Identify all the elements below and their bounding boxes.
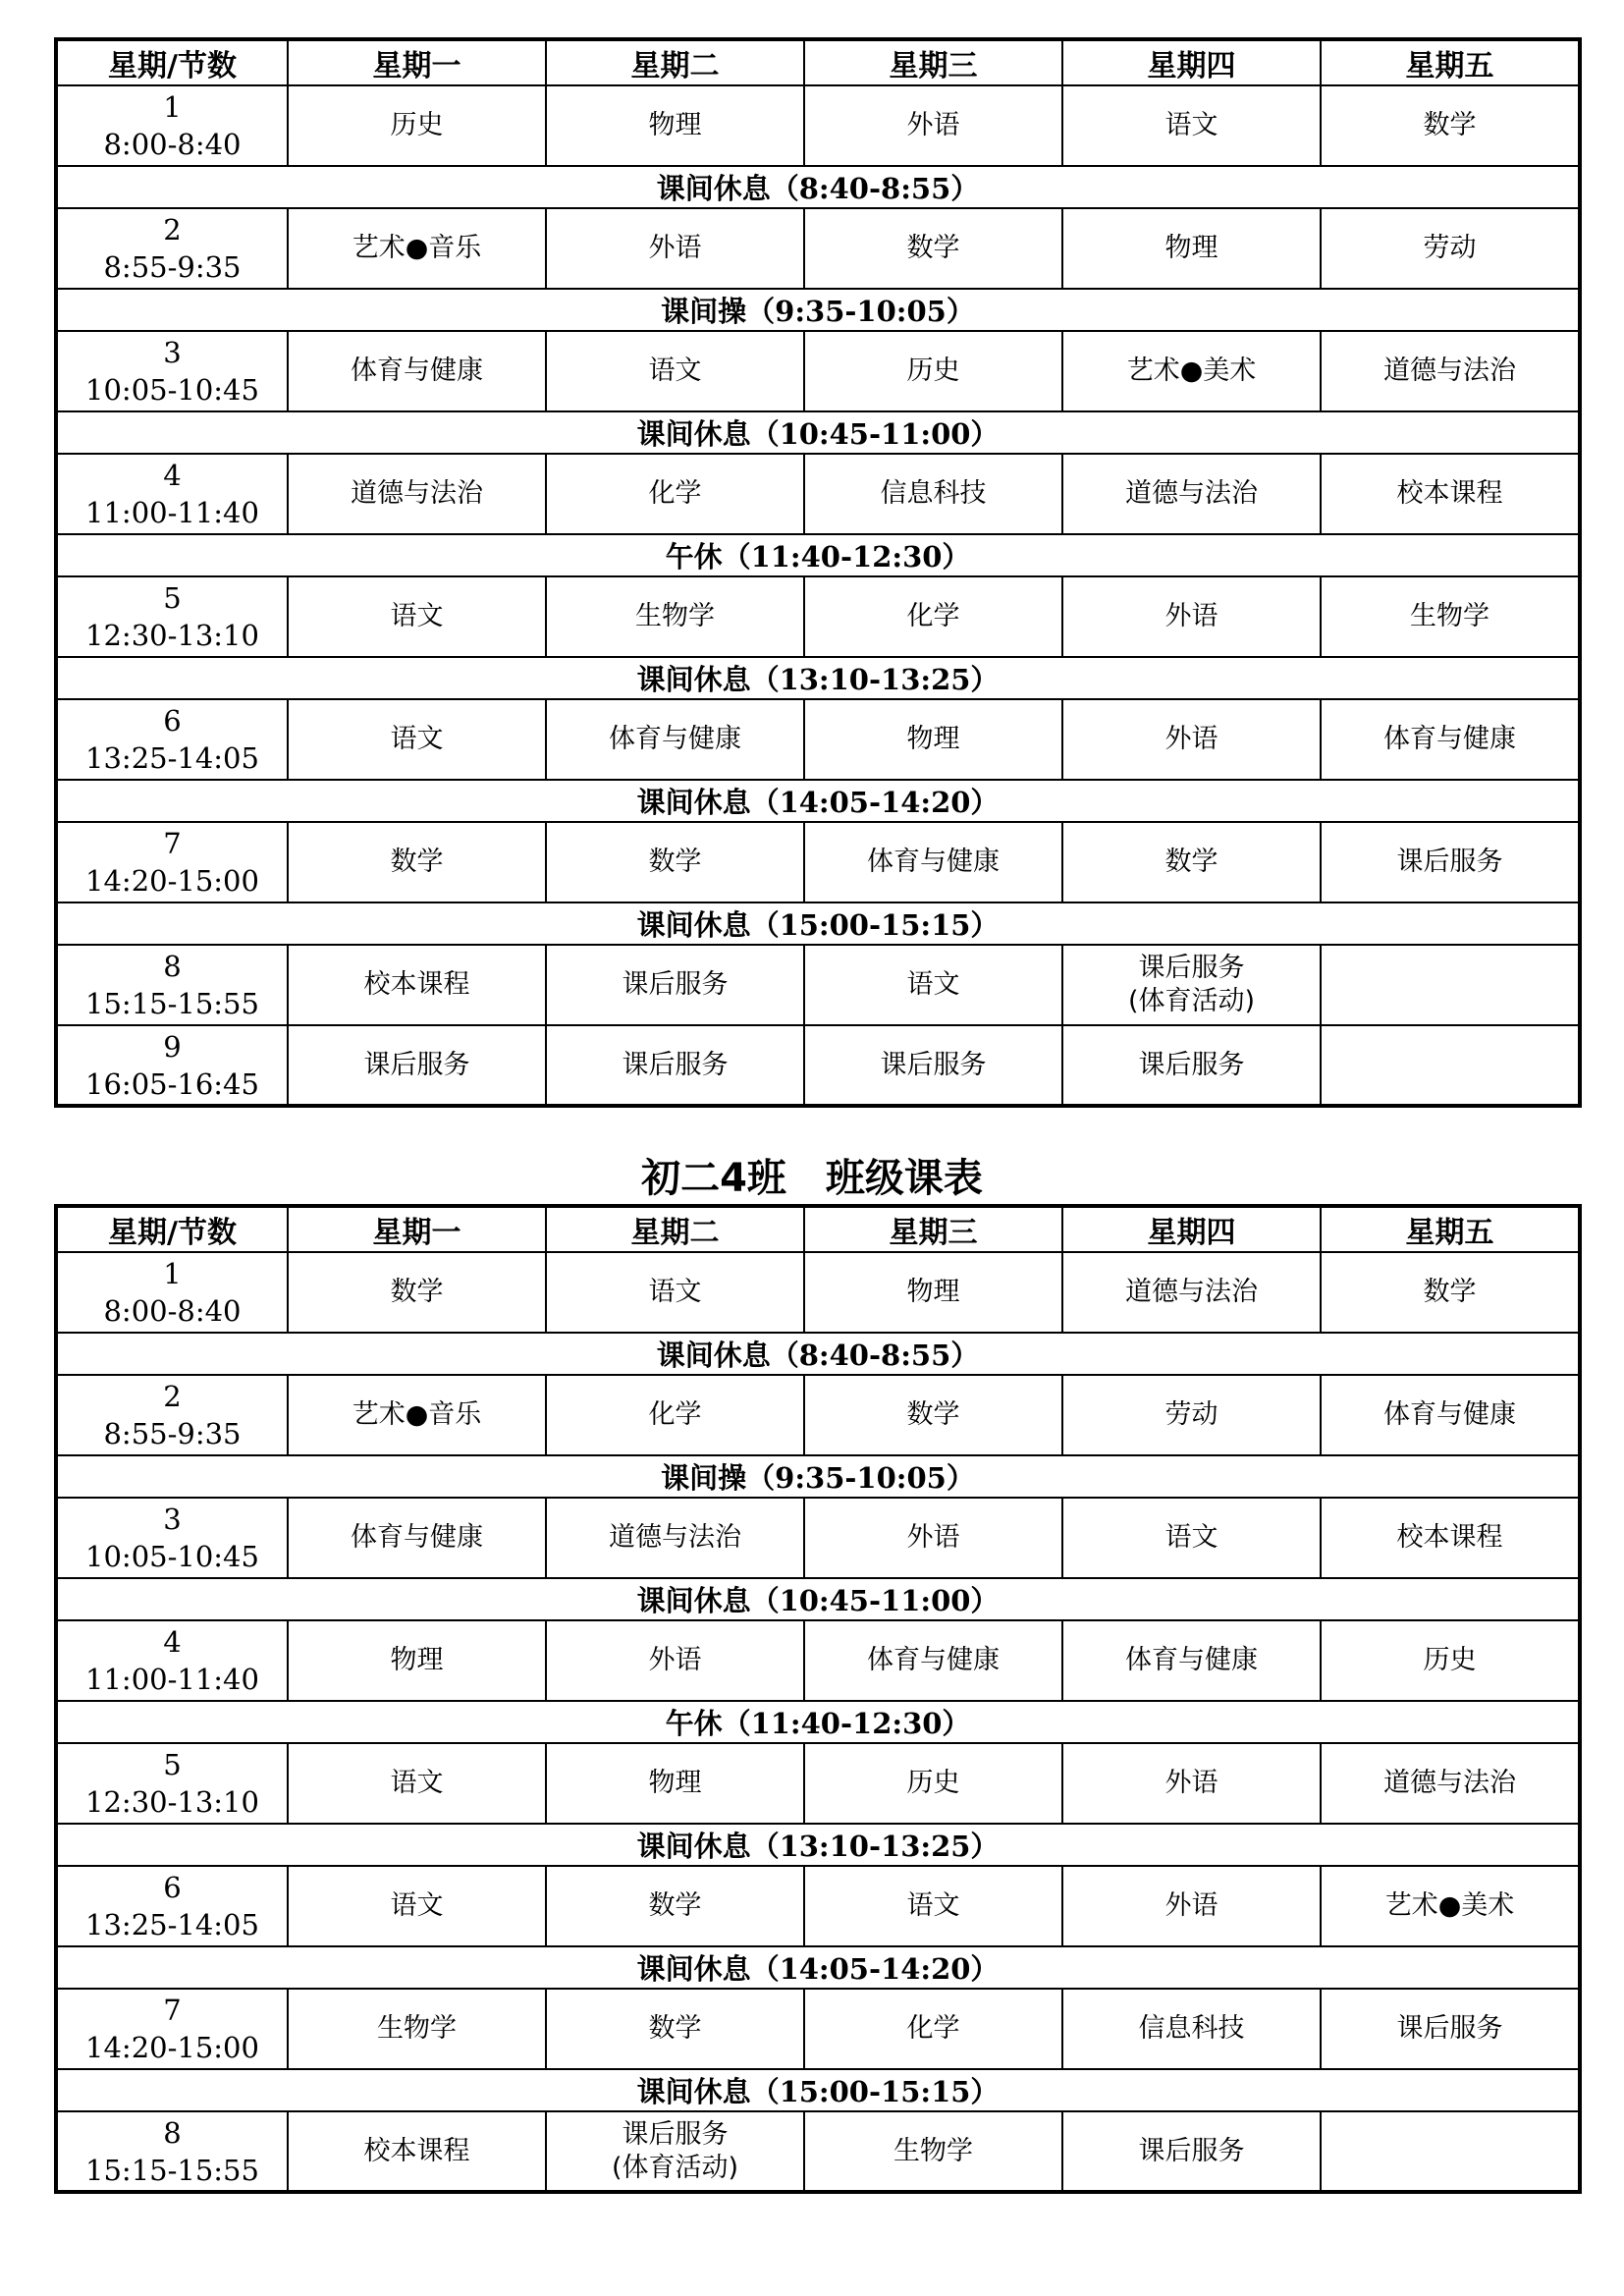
subject-cell: [546, 454, 804, 534]
subject-cell: [804, 945, 1062, 1025]
subject-cell: [288, 1620, 546, 1701]
subject-name: 体育与健康: [1125, 1645, 1258, 1675]
period-row: [56, 1025, 1580, 1106]
subject-cell: [804, 1989, 1062, 2069]
subject-name: 道德与法治: [1383, 355, 1516, 386]
subject-name: 外语: [1164, 1768, 1218, 1798]
period-time: 11:00-11:40: [85, 496, 259, 529]
period-row: [56, 1620, 1580, 1701]
break-label: 课间休息（10:45-11:00）: [56, 411, 1580, 454]
header-thursday: 星期四: [1062, 1206, 1321, 1252]
period-cell: [56, 945, 288, 1025]
subject-cell: [1062, 1743, 1321, 1824]
subject-name: 数学: [1423, 110, 1477, 140]
subject-name: 物理: [648, 1768, 702, 1798]
subject-name: 历史: [390, 110, 444, 140]
subject-name: 物理: [906, 1277, 960, 1307]
subject-cell: [546, 822, 804, 902]
subject-name: 外语: [1164, 724, 1218, 754]
subject-name: 劳动: [1423, 233, 1477, 263]
break-row: [56, 1578, 1580, 1620]
break-row: [56, 2069, 1580, 2111]
break-label: 午休（11:40-12:30）: [56, 534, 1580, 576]
subject-cell: [1062, 1025, 1321, 1106]
period-cell: [56, 1252, 288, 1333]
break-label: 课间操（9:35-10:05）: [56, 1455, 1580, 1498]
subject-name: 生物学: [893, 2135, 973, 2166]
subject-name: 生物学: [377, 2013, 457, 2044]
subject-name: 信息科技: [880, 478, 987, 509]
subject-cell: [288, 1252, 546, 1333]
period-row: [56, 85, 1580, 166]
break-label: 课间休息（8:40-8:55）: [56, 1333, 1580, 1375]
subject-name: 语文: [648, 1277, 702, 1307]
subject-cell: [804, 822, 1062, 902]
subject-name: 课后服务: [1138, 1049, 1245, 1080]
subject-name: 语文: [390, 724, 444, 754]
subject-cell: [546, 1866, 804, 1946]
subject-cell: [1321, 1620, 1580, 1701]
subject-name: 外语: [906, 110, 960, 140]
break-row: [56, 289, 1580, 331]
period-number: 8: [163, 2115, 182, 2150]
subject-cell: [288, 1743, 546, 1824]
subject-cell: [288, 208, 546, 289]
subject-cell: [546, 85, 804, 166]
subject-name: 校本课程: [363, 969, 470, 1000]
break-label: 课间休息（10:45-11:00）: [56, 1578, 1580, 1620]
header-wednesday: 星期三: [804, 1206, 1062, 1252]
subject-name: 语文: [906, 969, 960, 1000]
subject-name: 外语: [648, 1645, 702, 1675]
period-row: [56, 699, 1580, 780]
timetable-bottom: [54, 1204, 1582, 2194]
subject-cell: [1062, 1375, 1321, 1455]
subject-cell: [546, 1252, 804, 1333]
subject-cell: [1062, 822, 1321, 902]
timetable-body: [56, 85, 1580, 1106]
subject-cell: [1062, 1989, 1321, 2069]
break-label: 课间休息（15:00-15:15）: [56, 2069, 1580, 2111]
subject-name: 道德与法治: [1125, 1277, 1258, 1307]
period-number: 4: [163, 1625, 182, 1659]
subject-cell: [804, 699, 1062, 780]
break-label: 课间操（9:35-10:05）: [56, 289, 1580, 331]
break-row: [56, 411, 1580, 454]
subject-cell: [1062, 576, 1321, 657]
period-time: 15:15-15:55: [85, 987, 259, 1020]
period-time: 14:20-15:00: [85, 864, 259, 898]
subject-name: 语文: [390, 1768, 444, 1798]
subject-cell: [804, 208, 1062, 289]
subject-name: 课后服务: [1396, 2013, 1503, 2044]
period-number: 5: [163, 1748, 182, 1781]
subject-note: (体育活动): [1127, 986, 1256, 1016]
subject-name: 课后服务: [1138, 953, 1245, 983]
subject-cell: [288, 576, 546, 657]
header-thursday: 星期四: [1062, 39, 1321, 85]
period-cell: [56, 331, 288, 411]
subject-name: 语文: [1164, 1522, 1218, 1553]
subject-cell: [288, 2111, 546, 2192]
period-number: 3: [163, 1503, 182, 1536]
subject-name: 体育与健康: [351, 1522, 483, 1553]
period-number: 2: [163, 1380, 182, 1413]
subject-cell: [288, 1498, 546, 1578]
header-tuesday: 星期二: [546, 1206, 804, 1252]
subject-cell: [804, 2111, 1062, 2192]
subject-cell: [1062, 85, 1321, 166]
subject-cell: [1321, 454, 1580, 534]
subject-cell: [546, 1025, 804, 1106]
period-time: 8:00-8:40: [103, 128, 242, 161]
break-label: 课间休息（14:05-14:20）: [56, 1946, 1580, 1989]
subject-cell: [1321, 1252, 1580, 1333]
subject-cell: [288, 1866, 546, 1946]
period-cell: [56, 1375, 288, 1455]
break-label: 课间休息（13:10-13:25）: [56, 1824, 1580, 1866]
subject-name: 化学: [648, 478, 702, 509]
subject-name: 数学: [390, 1277, 444, 1307]
period-number: 7: [163, 827, 182, 860]
period-cell: [56, 1025, 288, 1106]
subject-name: 语文: [1164, 110, 1218, 140]
period-time: 8:55-9:35: [103, 250, 242, 284]
break-label: 课间休息（14:05-14:20）: [56, 780, 1580, 822]
subject-cell: [1321, 1866, 1580, 1946]
subject-name: 外语: [648, 233, 702, 263]
break-label: 课间休息（15:00-15:15）: [56, 902, 1580, 945]
subject-cell: [546, 1989, 804, 2069]
period-time: 13:25-14:05: [85, 741, 259, 775]
period-number: 1: [163, 1257, 182, 1290]
break-row: [56, 166, 1580, 208]
header-friday: 星期五: [1321, 1206, 1580, 1252]
subject-cell: [546, 2111, 804, 2192]
subject-cell: [1062, 454, 1321, 534]
break-label: 课间休息（13:10-13:25）: [56, 657, 1580, 699]
period-row: [56, 576, 1580, 657]
subject-name: 体育与健康: [867, 1645, 1000, 1675]
subject-name: 数学: [1423, 1277, 1477, 1307]
subject-cell: [804, 1866, 1062, 1946]
header-row: [56, 39, 1580, 85]
subject-name: 劳动: [1164, 1399, 1218, 1430]
subject-name: 数学: [906, 1399, 960, 1430]
subject-cell: [804, 1620, 1062, 1701]
subject-cell: [546, 1498, 804, 1578]
period-number: 1: [163, 90, 182, 124]
period-number: 3: [163, 336, 182, 369]
break-label: 午休（11:40-12:30）: [56, 1701, 1580, 1743]
subject-cell: [1062, 1498, 1321, 1578]
period-cell: [56, 1620, 288, 1701]
break-row: [56, 534, 1580, 576]
subject-name: 语文: [390, 1890, 444, 1921]
period-cell: [56, 208, 288, 289]
subject-name: 外语: [1164, 601, 1218, 631]
break-label: 课间休息（8:40-8:55）: [56, 166, 1580, 208]
subject-cell: [804, 1025, 1062, 1106]
subject-name: 体育与健康: [867, 847, 1000, 877]
period-number: 6: [163, 1871, 182, 1904]
period-row: [56, 331, 1580, 411]
subject-name: 物理: [1164, 233, 1218, 263]
subject-cell: [546, 208, 804, 289]
subject-cell: [1062, 2111, 1321, 2192]
period-cell: [56, 1498, 288, 1578]
subject-cell: [288, 1375, 546, 1455]
subject-cell: [546, 1743, 804, 1824]
header-monday: 星期一: [288, 1206, 546, 1252]
subject-cell: [1321, 1989, 1580, 2069]
subject-name: 数学: [906, 233, 960, 263]
period-row: [56, 1375, 1580, 1455]
header-period: 星期/节数: [56, 39, 288, 85]
period-number: 9: [163, 1029, 182, 1064]
subject-name: 语文: [906, 1890, 960, 1921]
period-number: 2: [163, 213, 182, 246]
subject-name: 课后服务: [622, 2118, 729, 2150]
period-cell: [56, 1989, 288, 2069]
period-cell: [56, 85, 288, 166]
subject-name: 艺术●美术: [1384, 1890, 1515, 1921]
header-monday: 星期一: [288, 39, 546, 85]
subject-cell: [1062, 331, 1321, 411]
subject-cell: [1062, 699, 1321, 780]
subject-cell: [1321, 822, 1580, 902]
subject-cell: [1321, 208, 1580, 289]
header-friday: 星期五: [1321, 39, 1580, 85]
period-time: 15:15-15:55: [85, 2153, 259, 2187]
period-row: [56, 208, 1580, 289]
subject-name: 体育与健康: [609, 724, 741, 754]
period-row: [56, 454, 1580, 534]
subject-cell: [804, 331, 1062, 411]
subject-cell: [804, 1743, 1062, 1824]
break-row: [56, 902, 1580, 945]
period-row: [56, 1498, 1580, 1578]
subject-name: 历史: [906, 1768, 960, 1798]
subject-name: 道德与法治: [351, 478, 483, 509]
period-number: 4: [163, 459, 182, 492]
subject-name: 课后服务: [1396, 847, 1503, 877]
period-time: 12:30-13:10: [85, 619, 259, 652]
period-cell: [56, 576, 288, 657]
subject-name: 艺术●音乐: [352, 1399, 482, 1430]
period-time: 8:55-9:35: [103, 1417, 242, 1450]
subject-name: 外语: [906, 1522, 960, 1553]
subject-name: 物理: [906, 724, 960, 754]
subject-cell: [546, 945, 804, 1025]
period-row: [56, 1866, 1580, 1946]
subject-name: 物理: [390, 1645, 444, 1675]
subject-cell: [546, 1620, 804, 1701]
subject-cell: [1321, 1025, 1580, 1106]
subject-cell: [1062, 1866, 1321, 1946]
subject-name: 体育与健康: [1383, 1399, 1516, 1430]
period-row: [56, 1989, 1580, 2069]
timetable-body: [56, 1252, 1580, 2192]
subject-note: (体育活动): [611, 2152, 739, 2183]
subject-name: 数学: [390, 847, 444, 877]
subject-name: 课后服务: [1138, 2135, 1245, 2166]
subject-name: 道德与法治: [609, 1522, 741, 1553]
break-row: [56, 780, 1580, 822]
subject-cell: [546, 699, 804, 780]
subject-cell: [804, 1498, 1062, 1578]
period-time: 12:30-13:10: [85, 1785, 259, 1819]
subject-cell: [288, 1989, 546, 2069]
subject-name: 校本课程: [1396, 478, 1503, 509]
period-cell: [56, 822, 288, 902]
subject-cell: [1321, 1498, 1580, 1578]
subject-cell: [804, 576, 1062, 657]
class-schedule-title: 初二4班 班级课表: [641, 1156, 983, 1201]
subject-cell: [288, 85, 546, 166]
period-time: 13:25-14:05: [85, 1908, 259, 1941]
period-time: 14:20-15:00: [85, 2031, 259, 2064]
period-time: 11:00-11:40: [85, 1663, 259, 1696]
subject-name: 数学: [648, 2013, 702, 2044]
period-row: [56, 822, 1580, 902]
subject-name: 化学: [906, 2013, 960, 2044]
subject-cell: [1062, 1252, 1321, 1333]
subject-name: 课后服务: [622, 969, 729, 1000]
subject-cell: [1062, 945, 1321, 1025]
subject-name: 艺术●美术: [1126, 355, 1257, 386]
period-time: 10:05-10:45: [85, 1540, 259, 1573]
period-number: 5: [163, 581, 182, 615]
subject-name: 生物学: [635, 601, 715, 631]
subject-name: 历史: [1423, 1645, 1477, 1675]
period-time: 10:05-10:45: [85, 373, 259, 407]
subject-cell: [546, 1375, 804, 1455]
subject-name: 体育与健康: [351, 355, 483, 386]
subject-name: 化学: [906, 601, 960, 631]
subject-cell: [288, 1025, 546, 1106]
period-cell: [56, 699, 288, 780]
period-number: 7: [163, 1994, 182, 2027]
subject-cell: [288, 822, 546, 902]
subject-cell: [804, 1252, 1062, 1333]
subject-name: 数学: [648, 1890, 702, 1921]
period-cell: [56, 2111, 288, 2192]
subject-cell: [804, 85, 1062, 166]
period-cell: [56, 1743, 288, 1824]
break-row: [56, 1333, 1580, 1375]
break-row: [56, 1455, 1580, 1498]
subject-name: 物理: [648, 110, 702, 140]
subject-name: 课后服务: [622, 1049, 729, 1080]
subject-name: 艺术●音乐: [352, 233, 482, 263]
break-row: [56, 1824, 1580, 1866]
subject-cell: [1321, 331, 1580, 411]
period-row: [56, 1252, 1580, 1333]
subject-cell: [1321, 699, 1580, 780]
subject-cell: [288, 945, 546, 1025]
subject-cell: [546, 331, 804, 411]
subject-cell: [1062, 1620, 1321, 1701]
header-tuesday: 星期二: [546, 39, 804, 85]
header-wednesday: 星期三: [804, 39, 1062, 85]
subject-name: 化学: [648, 1399, 702, 1430]
subject-name: 语文: [390, 601, 444, 631]
break-row: [56, 1946, 1580, 1989]
subject-cell: [546, 576, 804, 657]
subject-cell: [1321, 945, 1580, 1025]
period-cell: [56, 1866, 288, 1946]
header-row: [56, 1206, 1580, 1252]
period-time: 8:00-8:40: [103, 1294, 242, 1328]
subject-name: 数学: [1164, 847, 1218, 877]
subject-name: 校本课程: [1396, 1522, 1503, 1553]
period-row: [56, 2111, 1580, 2192]
subject-cell: [1321, 1743, 1580, 1824]
subject-name: 语文: [648, 355, 702, 386]
period-cell: [56, 454, 288, 534]
subject-name: 课后服务: [880, 1049, 987, 1080]
subject-cell: [1321, 2111, 1580, 2192]
period-number: 8: [163, 950, 182, 983]
subject-cell: [288, 454, 546, 534]
subject-cell: [1321, 85, 1580, 166]
period-number: 6: [163, 704, 182, 738]
subject-name: 外语: [1164, 1890, 1218, 1921]
break-row: [56, 657, 1580, 699]
subject-cell: [804, 1375, 1062, 1455]
subject-cell: [288, 331, 546, 411]
period-time: 16:05-16:45: [85, 1066, 259, 1101]
subject-name: 道德与法治: [1383, 1768, 1516, 1798]
period-row: [56, 945, 1580, 1025]
period-row: [56, 1743, 1580, 1824]
subject-cell: [288, 699, 546, 780]
subject-name: 课后服务: [363, 1049, 470, 1080]
subject-cell: [1062, 208, 1321, 289]
subject-name: 历史: [906, 355, 960, 386]
subject-cell: [1321, 1375, 1580, 1455]
header-period: 星期/节数: [56, 1206, 288, 1252]
subject-cell: [1321, 576, 1580, 657]
subject-cell: [804, 454, 1062, 534]
timetable-top: [54, 37, 1582, 1108]
subject-name: 数学: [648, 847, 702, 877]
subject-name: 信息科技: [1138, 2013, 1245, 2044]
subject-name: 生物学: [1410, 601, 1489, 631]
subject-name: 道德与法治: [1125, 478, 1258, 509]
subject-name: 体育与健康: [1383, 724, 1516, 754]
break-row: [56, 1701, 1580, 1743]
subject-name: 校本课程: [363, 2135, 470, 2166]
